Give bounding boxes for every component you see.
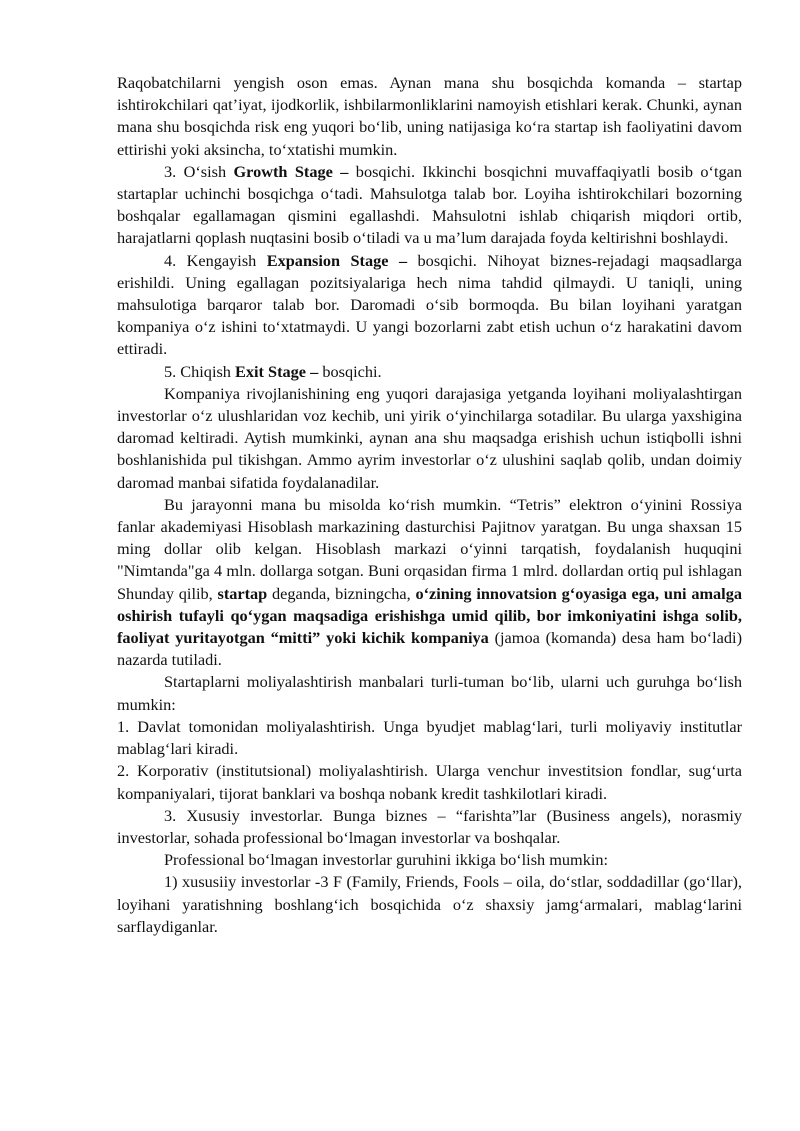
list-item-corporate-funding: 2. Korporativ (institutsional) moliyalashtirish. Ularga venchur investitsion fondlar, sug‘urta kompaniyalari, tijorat banklari va boshqa nobank kredit tashkilotlari kiradi. (117, 761, 742, 803)
exit-text: bosqichi. (318, 361, 382, 381)
body-text (117, 72, 742, 938)
exit-prefix: 5. Chiqish (164, 361, 236, 381)
paragraph-growth-stage (117, 161, 742, 250)
expansion-text: bosqichi. Nihoyat biznes-rejadagi maqsadlarga erishildi. Uning egallagan pozitsiyalariga hech nima tahdid qilmaydi. U taniqli, uning mahsulotiga barqaror talab bor. Daromadi o‘sib bormoqda. Bu bilan loyihani yaratgan kompaniya o‘z ishini to‘xtatmaydi. U yangi bozorlarni zabt etish uchun o‘z harakatini davom ettiradi. (117, 250, 743, 359)
exit-stage-term: Exit Stage – (235, 361, 319, 381)
paragraph-expansion-stage (117, 250, 742, 361)
paragraph-nonprofessional-investors: Professional bo‘lmagan investorlar guruhini ikkiga bo‘lish mumkin: (164, 850, 609, 870)
paragraph-exit-description: Kompaniya rivojlanishining eng yuqori darajasiga yetganda loyihani moliyalashtirgan investorlar o‘z ulushlaridan voz kechib, uni yirik o‘yinchilarga sotadilar. Bu ularga yaxshigina daromad keltiradi. Aytish mumkinki, aynan ana shu maqsadga erishish uchun istiqbolli ishni boshlanishida pul tikishgan. Ammo ayrim investorlar o‘z ulushini saqlab qolib, undan doimiy daromad manbai sifatida foydalanadilar. (117, 383, 742, 492)
startap-definition: o‘zining innovatsion g‘oyasiga ega, uni amalga oshirish tufayli qo‘ygan maqsadiga erishishga umid qilib, bor imkoniyatini ishga solib, faoliyat yuritayotgan “mitti” yoki kichik kompaniya (117, 583, 742, 648)
tetris-mid: deganda, bizningcha, (267, 583, 416, 603)
tetris-post: (jamoa (komanda) desa ham bo‘ladi) nazarda tutiladi. (117, 628, 742, 670)
growth-text: bosqichi. Ikkinchi bosqichni muvaffaqiyatli bosib o‘tgan startaplar uchinchi bosqichga o‘tadi. Mahsulotga talab bor. Loyiha ishtirokchilari bozorning boshqalar egallamagan qismini egallashdi. Mahsulotni ishlab chiqarish miqdori ortib, harajatlarni qoplash nuqtasini bosib o‘tiladi va u ma’lum darajada foyda keltirishni boshlaydi. (117, 161, 742, 248)
list-item-state-funding: 1. Davlat tomonidan moliyalashtirish. Unga byudjet mablag‘lari, turli moliyaviy institutlar mablag‘lari kiradi. (117, 716, 742, 759)
paragraph-funding-sources: Startaplarni moliyalashtirish manbalari turli-tuman bo‘lib, ularni uch guruhga bo‘lish mumkin: (117, 672, 742, 714)
paragraph-exit-stage (117, 361, 742, 383)
growth-stage-term: Growth Stage – (233, 161, 349, 181)
startap-term: startap (217, 583, 268, 603)
list-item-3f-investors: 1) xususiiy investorlar -3 F (Family, Friends, Fools – oila, do‘stlar, soddadillar (go‘llar), loyihani yaratishning boshlang‘ich bosqichida o‘z shaxsiy jamg‘armalari, mablag‘larini sarflaydiganlar. (117, 872, 742, 936)
paragraph-competition: Raqobatchilarni yengish oson emas. Aynan mana shu bosqichda komanda – startap ishtirokchilari qat’iyat, ijodkorlik, ishbilarmonliklarini namoyish etishlari kerak. Chunki, aynan mana shu bosqichda risk eng yuqori bo‘lib, uning natijasiga ko‘ra startap ish faoliyatini davom ettirishi yoki aksincha, to‘xtatishi mumkin. (117, 73, 742, 159)
expansion-stage-term: Expansion Stage – (266, 250, 408, 270)
tetris-text: Bu jarayonni mana bu misolda ko‘rish mumkin. “Tetris” elektron o‘yinini Rossiya fanlar akademiyasi Hisoblash markazining dasturchisi Pajitnov yaratgan. Bu unga shaxsan 15 ming dollar olib kelgan. Hisoblash markazi o‘yinni tarqatish, foydalanish huquqini "Nimtanda"ga 4 mln. dollarga sotgan. Buni orqasidan firma 1 mlrd. dollardan ortiq pul ishlagan Shunday qilib, (117, 494, 742, 603)
expansion-prefix: 4. Kengayish (164, 250, 267, 270)
list-item-private-investors: 3. Xususiy investorlar. Bunga biznes – “farishta”lar (Business angels), norasmiy investorlar, sohada professional bo‘lmagan investorlar va boshqalar. (117, 805, 742, 847)
growth-prefix: 3. O‘sish (164, 161, 234, 181)
paragraph-tetris-example (117, 494, 742, 672)
